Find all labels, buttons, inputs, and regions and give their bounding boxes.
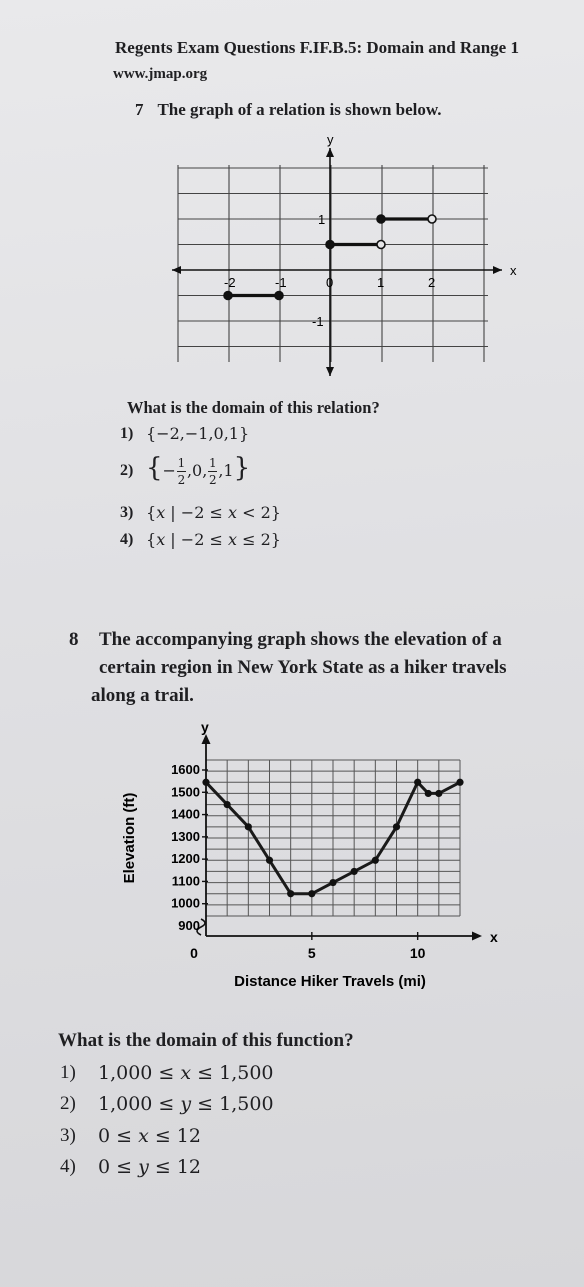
y-tick-label: 1 <box>318 212 326 227</box>
y-tick-label: 1200 <box>171 851 200 867</box>
data-point <box>287 890 294 897</box>
choice-text: 0 ≤ y ≤ 12 <box>98 1156 202 1178</box>
y-axis-arrow <box>326 148 334 157</box>
question-text-line-3: along a trail. <box>91 685 194 706</box>
data-point <box>393 823 400 830</box>
data-point <box>329 879 336 886</box>
q8-choice-3[interactable] <box>60 1125 201 1147</box>
open-endpoint <box>377 241 385 249</box>
worksheet-title: Regents Exam Questions F.IF.B.5: Domain and Range 1 <box>115 38 519 57</box>
x-axis-arrow <box>172 266 181 274</box>
choice-text: {x | −2 ≤ x ≤ 2} <box>146 530 281 549</box>
data-point <box>266 857 273 864</box>
closed-endpoint <box>224 292 232 300</box>
data-point <box>308 890 315 897</box>
x-tick-label: 2 <box>428 275 436 290</box>
y-axis-title: Elevation (ft) <box>121 792 138 884</box>
question-7-prompt: What is the domain of this relation? <box>127 398 380 417</box>
choice-number: 3) <box>60 1125 76 1146</box>
closed-endpoint <box>377 215 385 223</box>
q8-choice-4[interactable] <box>60 1156 201 1178</box>
question-8-stem <box>69 626 554 710</box>
question-7-stem <box>135 100 441 120</box>
question-number: 7 <box>135 100 144 119</box>
relation-graph <box>170 132 520 385</box>
y-tick-label: 1000 <box>171 895 200 911</box>
q7-choice-3[interactable] <box>120 503 281 522</box>
x-axis-title: Distance Hiker Travels (mi) <box>234 973 426 990</box>
y-tick-label: 1400 <box>171 806 200 822</box>
question-text: The graph of a relation is shown below. <box>157 100 442 119</box>
q7-choice-1[interactable] <box>120 424 249 443</box>
data-point <box>351 868 358 875</box>
y-axis-arrow <box>202 734 211 744</box>
question-number: 8 <box>69 629 79 650</box>
y-axis-symbol: y <box>201 719 209 735</box>
data-point <box>202 779 209 786</box>
x-tick-label: 1 <box>377 275 385 290</box>
worksheet-url: www.jmap.org <box>113 66 208 82</box>
x-tick-label: 10 <box>409 945 426 961</box>
choice-number: 3) <box>120 503 134 521</box>
elevation-chart <box>110 720 510 1000</box>
y-tick-label: 1100 <box>171 873 200 889</box>
q7-choice-4[interactable] <box>120 530 281 549</box>
question-text-line-1: The accompanying graph shows the elevation of a <box>99 629 502 650</box>
q8-choice-2[interactable] <box>60 1093 274 1115</box>
x-tick-label: 0 <box>326 275 334 290</box>
y-tick-label: 1600 <box>171 762 200 777</box>
choice-number: 1) <box>60 1062 76 1083</box>
y-axis-arrow <box>326 367 334 376</box>
x-axis-symbol: x <box>490 929 498 945</box>
x-tick-label: -2 <box>224 275 236 290</box>
x-tick-label: 0 <box>190 945 198 961</box>
q7-choice-2[interactable] <box>120 455 250 486</box>
data-point <box>414 779 421 786</box>
data-point <box>372 857 379 864</box>
choice-number: 2) <box>60 1093 76 1114</box>
y-tick-label: 1500 <box>171 784 200 800</box>
closed-endpoint <box>326 241 334 249</box>
x-tick-label: -1 <box>275 275 287 290</box>
q8-choice-1[interactable] <box>60 1062 274 1084</box>
data-point <box>425 790 432 797</box>
x-tick-label: 5 <box>307 945 316 961</box>
x-axis-arrow <box>472 932 482 941</box>
choice-text: {−2,−1,0,1} <box>146 424 250 443</box>
data-point <box>456 779 463 786</box>
y-tick-label: 1300 <box>171 828 200 844</box>
y-axis-label: y <box>327 132 334 147</box>
choice-text: 0 ≤ x ≤ 12 <box>98 1125 201 1147</box>
data-point <box>245 823 252 830</box>
choice-number: 4) <box>120 530 134 548</box>
choice-text: 1,000 ≤ y ≤ 1,500 <box>98 1093 274 1115</box>
y-tick-label: 900 <box>178 918 200 933</box>
open-endpoint <box>428 215 436 223</box>
closed-endpoint <box>275 292 283 300</box>
question-8-prompt: What is the domain of this function? <box>58 1030 354 1051</box>
choice-text: {x | −2 ≤ x < 2} <box>146 503 281 522</box>
choice-number: 4) <box>60 1156 76 1177</box>
y-tick-label: -1 <box>312 314 324 329</box>
choice-number: 1) <box>120 424 134 442</box>
choice-text: {− $\frac{1}{2}$ ,0, $\frac{1}{2}$ ,1} <box>146 453 251 487</box>
data-point <box>224 801 231 808</box>
x-axis-label: x <box>510 263 517 278</box>
question-text-line-2: certain region in New York State as a hiker travels <box>99 657 507 678</box>
data-point <box>435 790 442 797</box>
choice-text: 1,000 ≤ x ≤ 1,500 <box>98 1062 274 1084</box>
x-axis-arrow <box>493 266 502 274</box>
choice-number: 2) <box>120 461 134 479</box>
